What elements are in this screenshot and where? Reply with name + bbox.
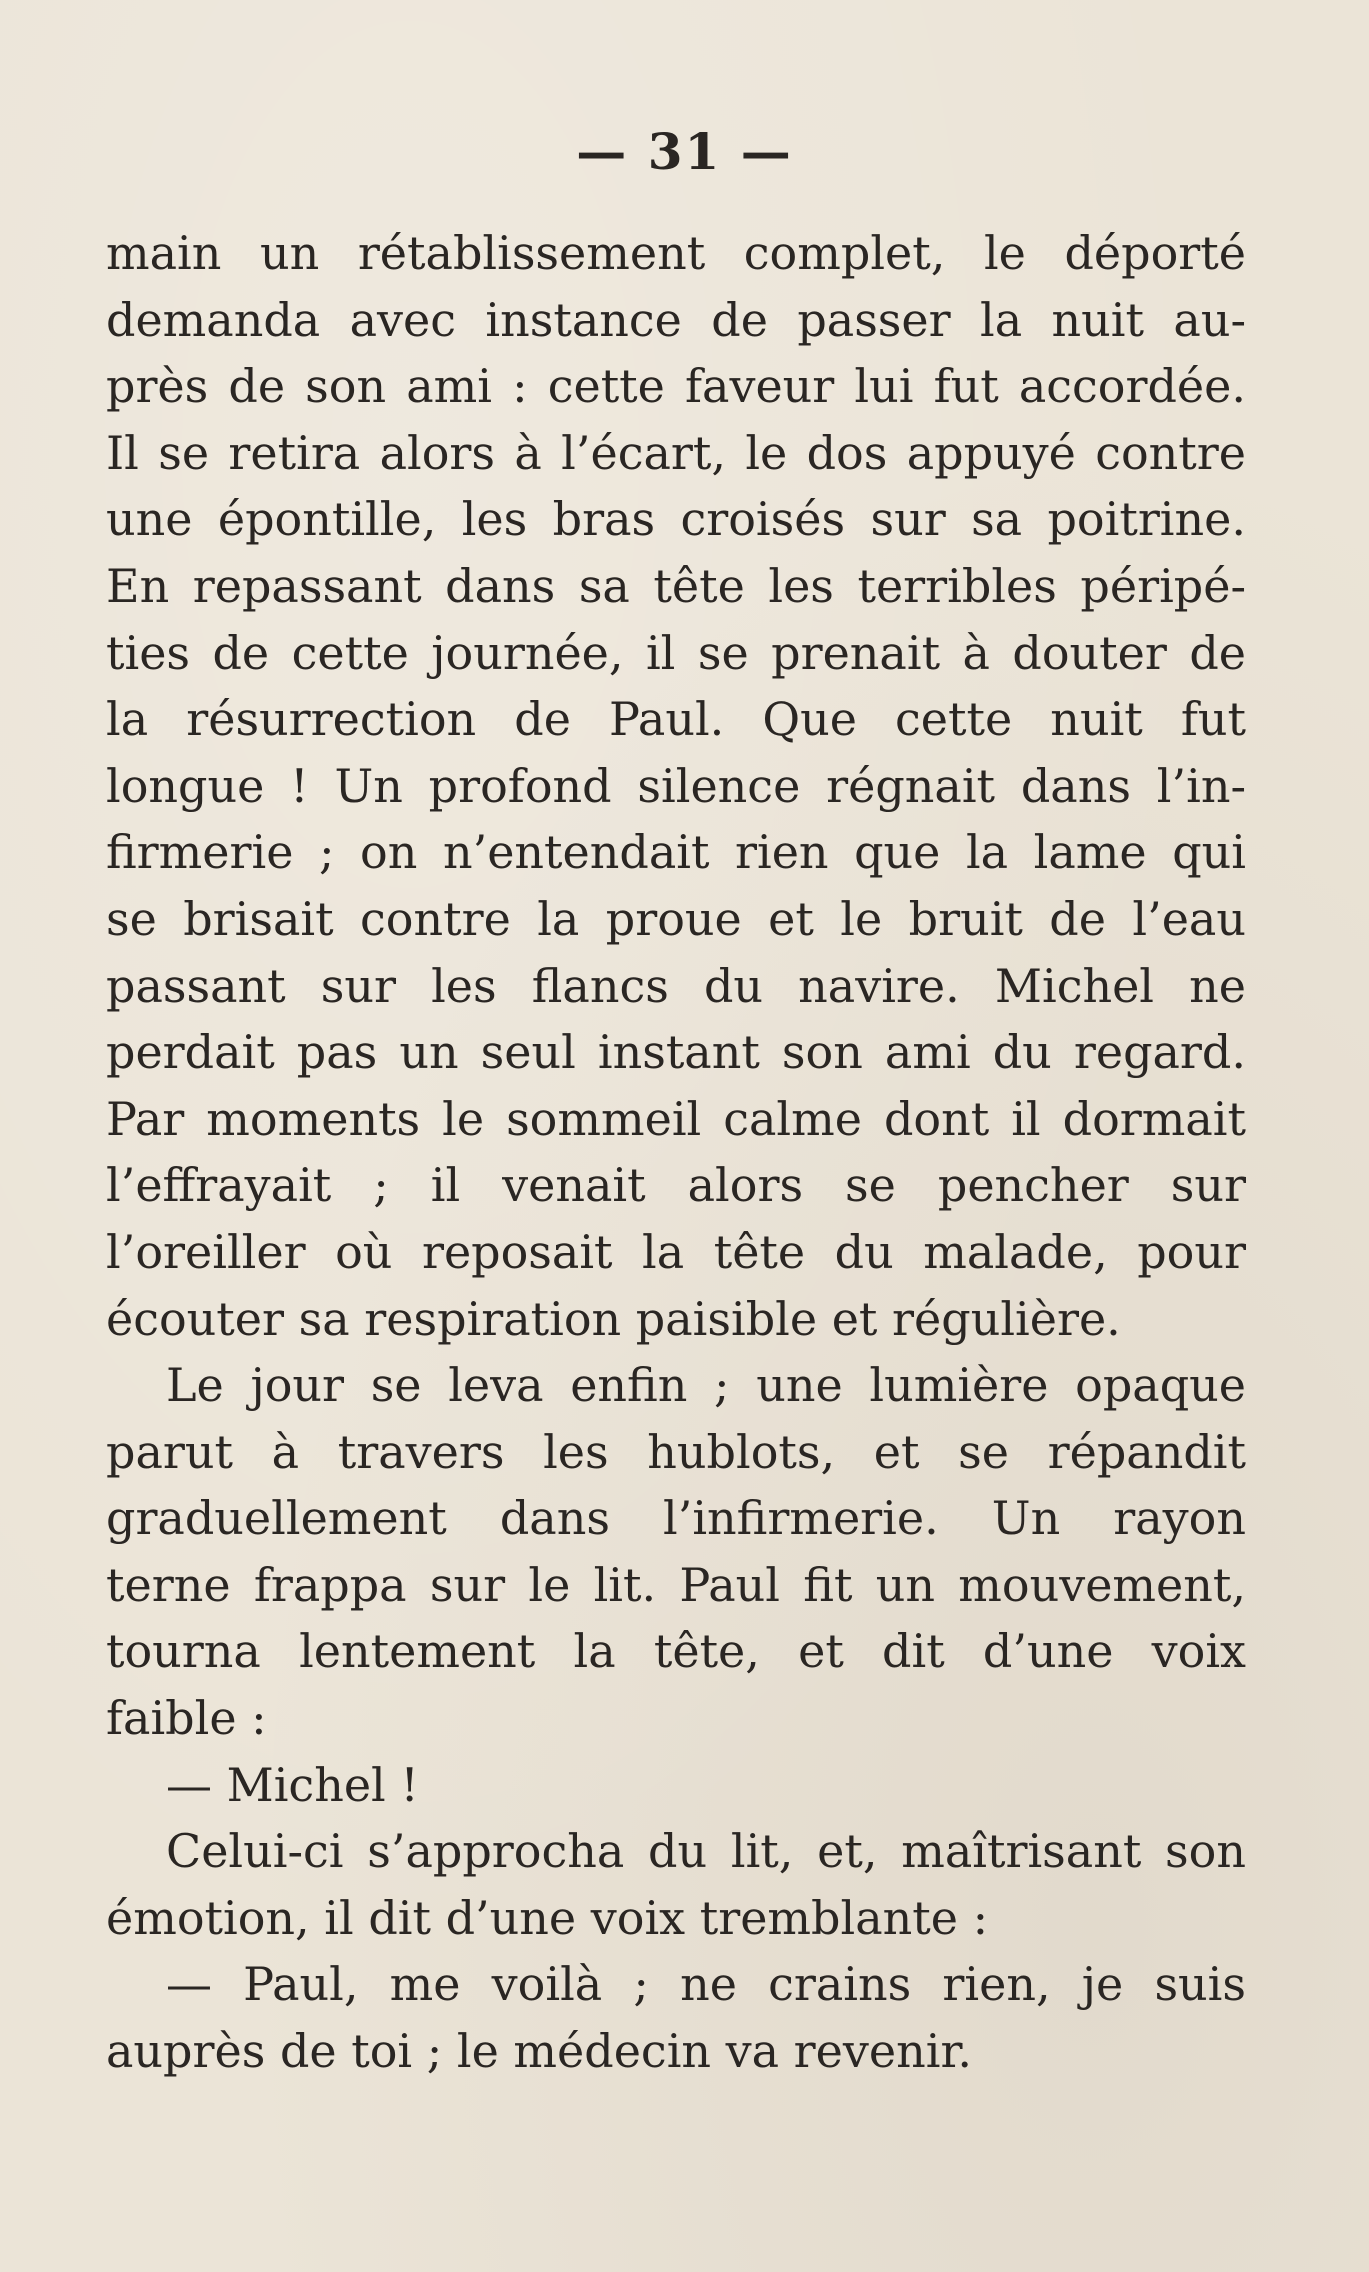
page-number: — 31 — xyxy=(576,122,793,181)
text-line: main un rétablissement complet, le déporté xyxy=(106,226,1246,280)
text-line: ties de cette journée, il se prenait à douter de xyxy=(106,625,1246,680)
text-line: une épontille, les bras croisés sur sa poitrine. xyxy=(106,492,1246,547)
text-line: parut à travers les hublots, et se répandit xyxy=(106,1424,1246,1479)
text-line: passant sur les flancs du navire. Michel ne xyxy=(106,958,1246,1013)
body-text xyxy=(106,220,1246,2085)
text-line: demanda avec instance de passer la nuit au- xyxy=(106,292,1246,347)
text-line: En repassant dans sa tête les terribles péripé- xyxy=(106,558,1246,613)
text-line: — Paul, me voilà ; ne crains rien, je suis xyxy=(166,1957,1246,2012)
text-line: — Michel ! xyxy=(166,1757,419,1812)
text-line: Le jour se leva enfin ; une lumière opaque xyxy=(166,1358,1246,1413)
text-line: émotion, il dit d’une voix tremblante : xyxy=(106,1890,989,1945)
text-line: écouter sa respiration paisible et régulière. xyxy=(106,1291,1121,1346)
text-line: firmerie ; on n’entendait rien que la lame qui xyxy=(106,825,1246,880)
text-line: près de son ami : cette faveur lui fut accordée. xyxy=(106,359,1246,414)
text-line: graduellement dans l’infirmerie. Un rayon xyxy=(106,1491,1246,1546)
text-line: Par moments le sommeil calme dont il dormait xyxy=(106,1091,1246,1146)
text-line: faible : xyxy=(106,1691,267,1746)
text-line: tourna lentement la tête, et dit d’une voix xyxy=(106,1624,1246,1679)
text-line: perdait pas un seul instant son ami du regard. xyxy=(106,1025,1246,1080)
text-line: se brisait contre la proue et le bruit de l’eau xyxy=(106,891,1246,946)
text-line: Celui-ci s’approcha du lit, et, maîtrisant son xyxy=(166,1824,1246,1879)
text-line: l’effrayait ; il venait alors se pencher sur xyxy=(106,1158,1246,1213)
text-line: auprès de toi ; le médecin va revenir. xyxy=(106,2024,973,2079)
text-line: terne frappa sur le lit. Paul fit un mouvement, xyxy=(106,1557,1246,1612)
text-line: la résurrection de Paul. Que cette nuit fut xyxy=(106,692,1246,747)
text-line: longue ! Un profond silence régnait dans l’in- xyxy=(106,758,1246,813)
text-line: Il se retira alors à l’écart, le dos appuyé contre xyxy=(106,425,1246,480)
text-line: l’oreiller où reposait la tête du malade, pour xyxy=(106,1224,1246,1279)
